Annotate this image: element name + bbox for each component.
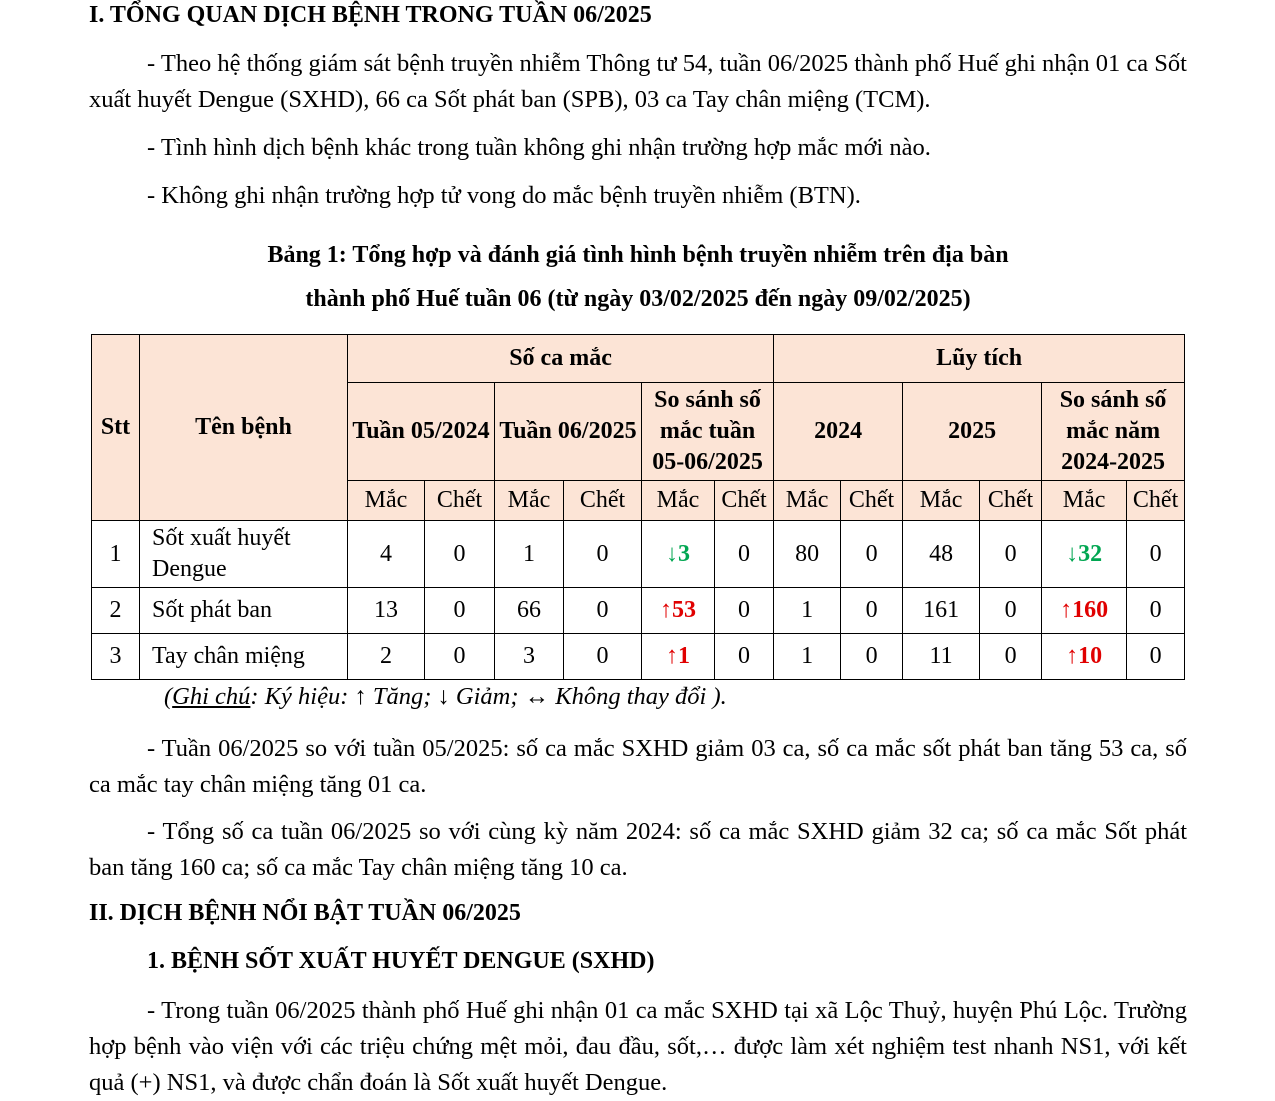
header-year-compare: So sánh số mắc năm 2024-2025: [1042, 383, 1185, 481]
cell-year-compare-mac: ↑10: [1042, 634, 1127, 680]
table-row: [92, 588, 1185, 634]
cell-w05-chet: 0: [425, 588, 495, 634]
cell-y2024-mac: 1: [774, 588, 841, 634]
cell-w05-mac: 2: [348, 634, 425, 680]
row-disease-name: Sốt xuất huyết Dengue: [140, 521, 348, 588]
header-chet: Chết: [564, 481, 642, 521]
header-mac: Mắc: [903, 481, 980, 521]
cell-y2024-chet: 0: [841, 634, 903, 680]
table-note: (Ghi chú: Ký hiệu: ↑ Tăng; ↓ Giảm; ↔ Không thay đổi ).: [164, 683, 727, 710]
cell-y2025-chet: 0: [980, 634, 1042, 680]
header-mac: Mắc: [642, 481, 715, 521]
table-caption-line-2: thành phố Huế tuần 06 (từ ngày 03/02/2025 đến ngày 09/02/2025): [305, 286, 971, 312]
row-stt: 2: [92, 588, 140, 634]
header-week-06-2025: Tuần 06/2025: [495, 383, 642, 481]
section-2-title: II. DỊCH BỆNH NỔI BẬT TUẦN 06/2025: [89, 900, 521, 926]
cell-week-compare-chet: 0: [715, 588, 774, 634]
cell-y2025-mac: 11: [903, 634, 980, 680]
cell-w05-mac: 13: [348, 588, 425, 634]
header-cumulative-group: Lũy tích: [774, 335, 1185, 383]
section-1-paragraph-3: - Không ghi nhận trường hợp tử vong do mắc bệnh truyền nhiễm (BTN).: [147, 182, 861, 209]
cell-w06-mac: 66: [495, 588, 564, 634]
table-row: [92, 634, 1185, 680]
cell-year-compare-mac: ↑160: [1042, 588, 1127, 634]
header-cases-group: Số ca mắc: [348, 335, 774, 383]
section-1-title: I. TỔNG QUAN DỊCH BỆNH TRONG TUẦN 06/2025: [89, 2, 652, 28]
cell-w05-chet: 0: [425, 521, 495, 588]
header-stt: Stt: [92, 335, 140, 521]
cell-y2024-mac: 1: [774, 634, 841, 680]
header-week-05-2024: Tuần 05/2024: [348, 383, 495, 481]
cell-y2025-mac: 48: [903, 521, 980, 588]
cell-w06-chet: 0: [564, 521, 642, 588]
cell-w05-mac: 4: [348, 521, 425, 588]
cell-w06-chet: 0: [564, 634, 642, 680]
row-stt: 3: [92, 634, 140, 680]
header-week-compare: So sánh số mắc tuần 05-06/2025: [642, 383, 774, 481]
row-stt: 1: [92, 521, 140, 588]
row-disease-name: Sốt phát ban: [140, 588, 348, 634]
cell-w06-chet: 0: [564, 588, 642, 634]
cell-y2024-chet: 0: [841, 588, 903, 634]
cell-w06-mac: 1: [495, 521, 564, 588]
header-mac: Mắc: [1042, 481, 1127, 521]
cell-week-compare-chet: 0: [715, 634, 774, 680]
section-2-paragraph: - Trong tuần 06/2025 thành phố Huế ghi nhận 01 ca mắc SXHD tại xã Lộc Thuỷ, huyện Phú Lộc. Trường hợp bệnh vào viện với các triệu chứng mệt mỏi, đau đầu, sốt,… được làm xét nghiệm test nhanh NS1, với kết quả (+) NS1, và được chẩn đoán là Sốt xuất huyết Dengue.: [89, 997, 1187, 1096]
cell-year-compare-chet: 0: [1127, 521, 1185, 588]
table-caption-line-1: Bảng 1: Tổng hợp và đánh giá tình hình bệnh truyền nhiễm trên địa bàn: [267, 242, 1009, 268]
cell-year-compare-chet: 0: [1127, 588, 1185, 634]
header-chet: Chết: [715, 481, 774, 521]
cell-w05-chet: 0: [425, 634, 495, 680]
cell-year-compare-mac: ↓32: [1042, 521, 1127, 588]
header-chet: Chết: [980, 481, 1042, 521]
cell-y2024-mac: 80: [774, 521, 841, 588]
cell-week-compare-mac: ↓3: [642, 521, 715, 588]
header-mac: Mắc: [348, 481, 425, 521]
cell-y2025-chet: 0: [980, 588, 1042, 634]
header-chet: Chết: [841, 481, 903, 521]
table-row: [92, 521, 1185, 588]
section-1-paragraph-2: - Tình hình dịch bệnh khác trong tuần không ghi nhận trường hợp mắc mới nào.: [147, 134, 931, 161]
header-chet: Chết: [425, 481, 495, 521]
analysis-paragraph-1: - Tuần 06/2025 so với tuần 05/2025: số ca mắc SXHD giảm 03 ca, số ca mắc sốt phát ban tăng 53 ca, số ca mắc tay chân miệng tăng 01 ca.: [89, 735, 1187, 798]
cell-y2025-chet: 0: [980, 521, 1042, 588]
cell-w06-mac: 3: [495, 634, 564, 680]
section-1-paragraph-1: - Theo hệ thống giám sát bệnh truyền nhiễm Thông tư 54, tuần 06/2025 thành phố Huế ghi nhận 01 ca Sốt xuất huyết Dengue (SXHD), 66 ca Sốt phát ban (SPB), 03 ca Tay chân miệng (TCM).: [89, 50, 1187, 113]
row-disease-name: Tay chân miệng: [140, 634, 348, 680]
header-year-2024: 2024: [774, 383, 903, 481]
section-2-subtitle: 1. BỆNH SỐT XUẤT HUYẾT DENGUE (SXHD): [147, 948, 655, 974]
cell-year-compare-chet: 0: [1127, 634, 1185, 680]
cell-y2025-mac: 161: [903, 588, 980, 634]
header-disease-name: Tên bệnh: [140, 335, 348, 521]
cell-y2024-chet: 0: [841, 521, 903, 588]
cell-week-compare-mac: ↑1: [642, 634, 715, 680]
note-label: Ghi chú: [172, 683, 251, 710]
header-chet: Chết: [1127, 481, 1185, 521]
disease-summary-table: [91, 334, 1185, 680]
analysis-paragraph-2: - Tổng số ca tuần 06/2025 so với cùng kỳ năm 2024: số ca mắc SXHD giảm 32 ca; số ca mắc Sốt phát ban tăng 160 ca; số ca mắc Tay chân miệng tăng 10 ca.: [89, 818, 1187, 881]
header-year-2025: 2025: [903, 383, 1042, 481]
cell-week-compare-chet: 0: [715, 521, 774, 588]
header-mac: Mắc: [774, 481, 841, 521]
cell-week-compare-mac: ↑53: [642, 588, 715, 634]
header-mac: Mắc: [495, 481, 564, 521]
